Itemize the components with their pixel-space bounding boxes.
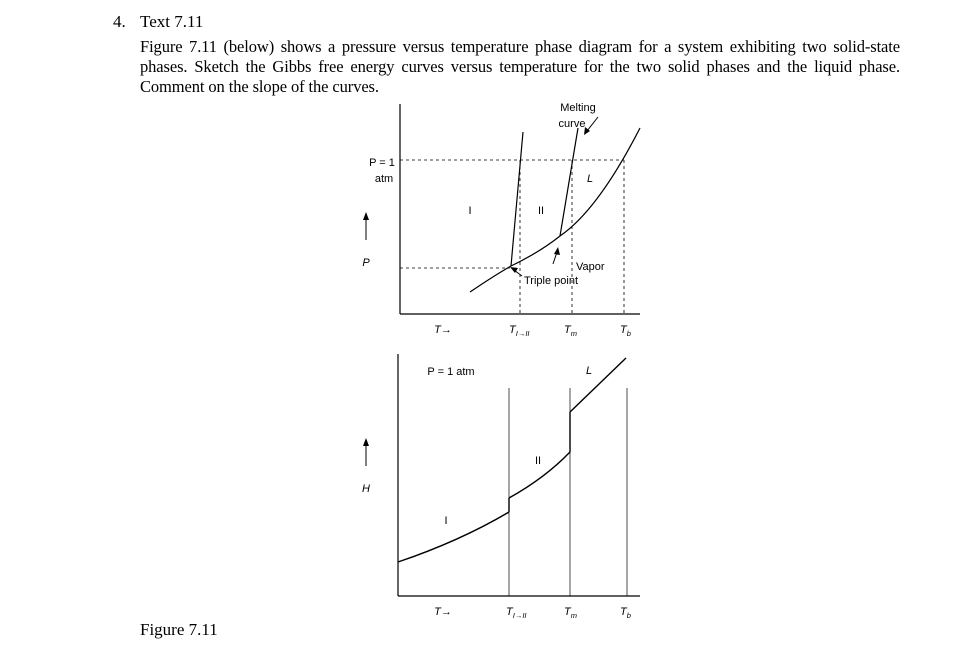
figure-caption: Figure 7.11 [140,620,218,639]
pressure-condition-label: P = 1 atm [427,366,475,378]
pt-x-axis-label: T→ [434,324,452,336]
melting-label-line1: Melting [560,102,596,114]
ht-diagram [362,354,640,620]
p1-label-line1: P = 1 [369,157,395,169]
ht-phase-L-label: L [585,365,593,377]
pt-phase-diagram [362,102,640,338]
question-title: Text 7.11 [140,12,204,31]
enthalpy-curve-phase-I [398,512,509,562]
question-body: Figure 7.11 (below) shows a pressure versus temperature phase diagram for a system exhibiting two solid-state phases. Sketch the Gibbs free energy curves versus temperature for the two solid phases and the liquid phase. Comment on the slope of the curves. [140,37,900,96]
enthalpy-curve-liquid [570,358,626,412]
vapor-pointer [553,247,560,264]
p1-label-line2: atm [374,173,394,185]
vaporization-curve [560,128,640,236]
phase-II-label: II [537,205,545,217]
ht-t-transition-label: $T_{I\to II}$ [506,606,527,620]
pressure-arrow [363,212,369,240]
question-number: 4. [113,12,126,31]
phase-L-label: L [586,173,594,185]
ht-phase-I-label: I [444,515,448,527]
enthalpy-arrow [363,438,369,466]
ht-phase-II-label: II [534,455,542,467]
ht-y-axis-label: H [362,483,370,495]
pt-y-axis-label: P [362,257,370,269]
melting-curve-pointer [584,117,598,135]
ht-x-axis-label: T→ [434,606,452,618]
ht-t-boil-label: $T_b$ [620,606,631,620]
pt-t-melt-label: $T_m$ [564,324,577,338]
pt-t-boil-label: $T_b$ [620,324,631,338]
pt-t-transition-label: $T_{I\to II}$ [509,324,530,338]
triple-point-label: Triple point [524,275,579,287]
vapor-label: Vapor [576,261,605,273]
solid-solid-boundary [511,132,523,266]
phase-I-label: I [468,205,472,217]
ht-t-melt-label: $T_m$ [564,606,577,620]
melting-label-line2: curve [558,118,586,130]
melting-curve [560,128,578,236]
